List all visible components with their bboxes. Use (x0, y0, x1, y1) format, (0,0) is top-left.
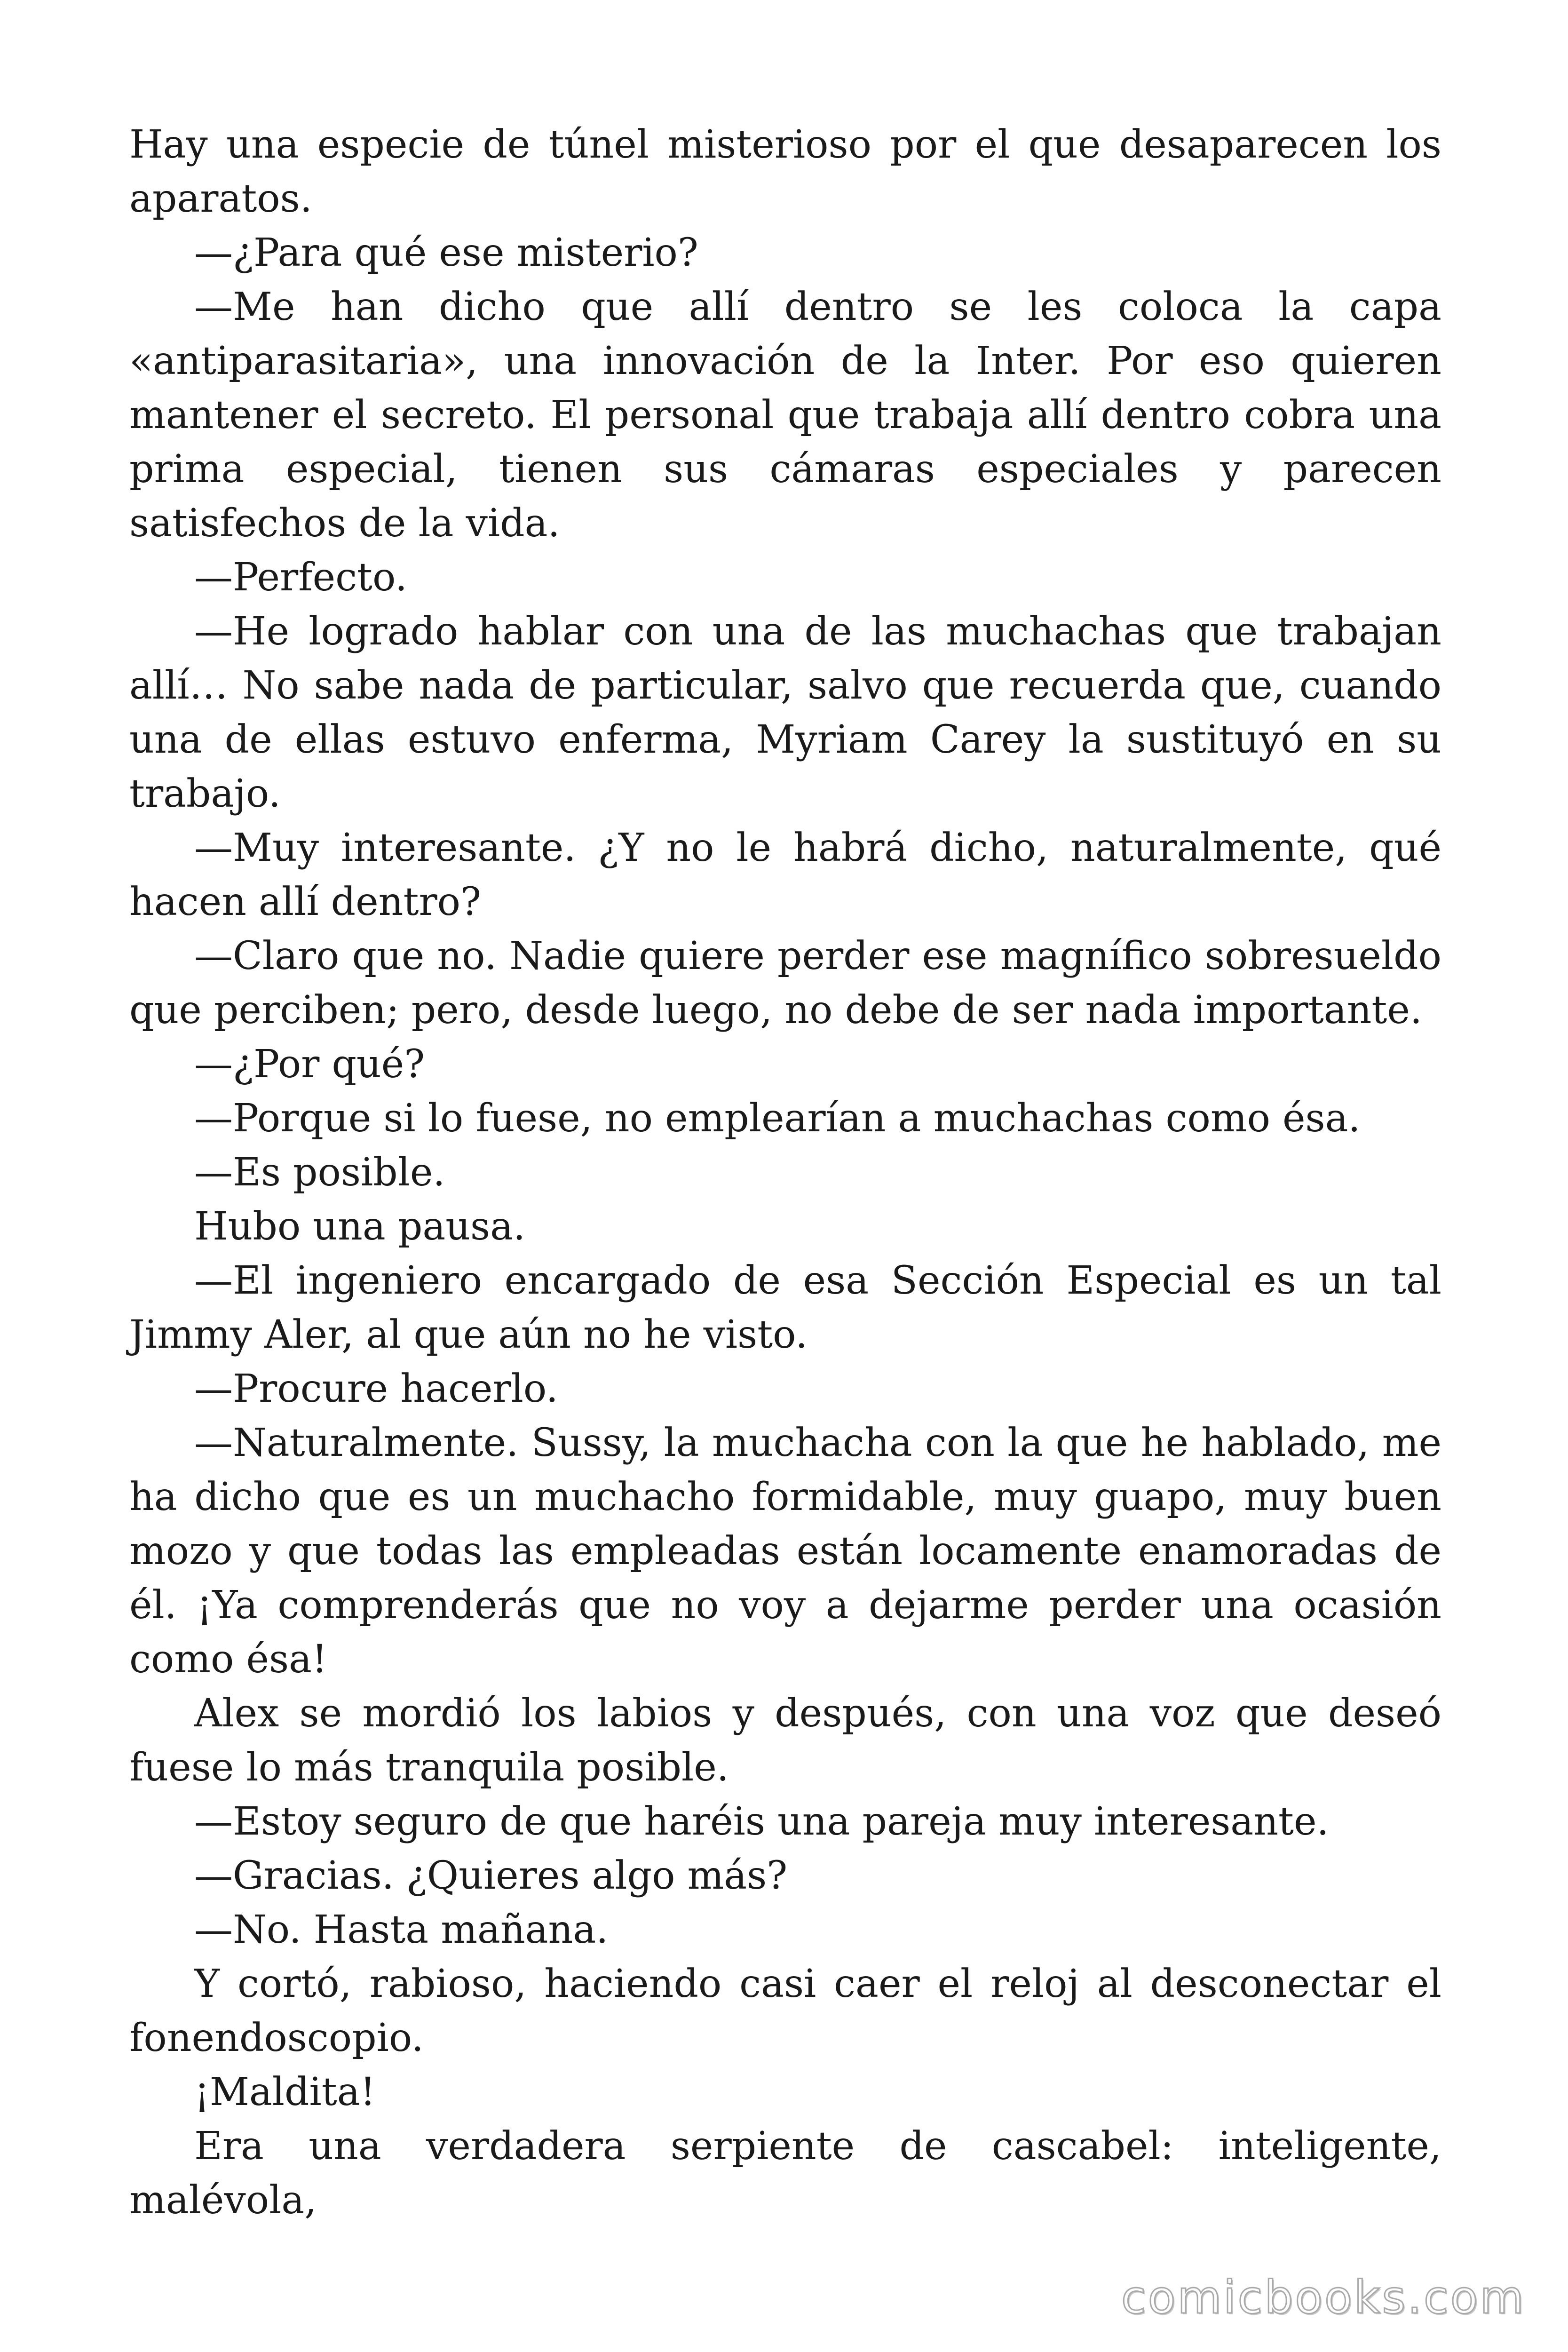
paragraph: —¿Para qué ese misterio? (194, 230, 698, 275)
paragraph: —Muy interesante. ¿Y no le habrá dicho, naturalmente, qué hacen allí dentro? (129, 826, 1441, 924)
paragraph: —Estoy seguro de que haréis una pareja muy interesante. (194, 1799, 1329, 1844)
paragraph: —Gracias. ¿Quieres algo más? (194, 1853, 788, 1898)
paragraph: Alex se mordió los labios y después, con una voz que deseó fuese lo más tranquila posible. (129, 1691, 1441, 1790)
paragraph: —Claro que no. Nadie quiere perder ese magnífico sobresueldo que perciben; pero, desde luego, no debe de ser nada importante. (129, 934, 1441, 1033)
paragraph: —¿Por qué? (194, 1042, 425, 1087)
paragraph: —Me han dicho que allí dentro se les coloca la capa «antiparasitaria», una innovación de la Inter. Por eso quieren mantener el secreto. El personal que trabaja allí dentro cobra una prima especial, tienen sus cámaras especiales y parecen satisfechos de la vida. (129, 285, 1441, 546)
watermark: comicbooks.com (1121, 2271, 1526, 2324)
paragraph-continuation: Hay una especie de túnel misterioso por el que desaparecen los aparatos. (129, 122, 1441, 221)
page-text (129, 118, 1441, 2227)
paragraph: —Naturalmente. Sussy, la muchacha con la que he hablado, me ha dicho que es un muchacho formidable, muy guapo, muy buen mozo y que todas las empleadas están locamente enamoradas de él. ¡Ya comprenderás que no voy a dejarme perder una ocasión como ésa! (129, 1421, 1441, 1682)
paragraph: —El ingeniero encargado de esa Sección Especial es un tal Jimmy Aler, al que aún no he visto. (129, 1258, 1441, 1357)
paragraph: Era una verdadera serpiente de cascabel: inteligente, malévola, (129, 2124, 1441, 2223)
paragraph: ¡Maldita! (194, 2070, 376, 2114)
paragraph: —He logrado hablar con una de las muchachas que trabajan allí… No sabe nada de particular, salvo que recuerda que, cuando una de ellas estuvo enferma, Myriam Carey la sustituyó en su trabajo. (129, 609, 1441, 816)
paragraph: —Procure hacerlo. (194, 1367, 558, 1411)
paragraph: —Es posible. (194, 1150, 445, 1195)
paragraph: —No. Hasta mañana. (194, 1907, 609, 1952)
paragraph: Hubo una pausa. (194, 1204, 526, 1249)
paragraph: —Perfecto. (194, 555, 407, 600)
paragraph: Y cortó, rabioso, haciendo casi caer el reloj al desconectar el fonendoscopio. (129, 1962, 1441, 2060)
paragraph: —Porque si lo fuese, no emplearían a muchachas como ésa. (194, 1096, 1361, 1141)
